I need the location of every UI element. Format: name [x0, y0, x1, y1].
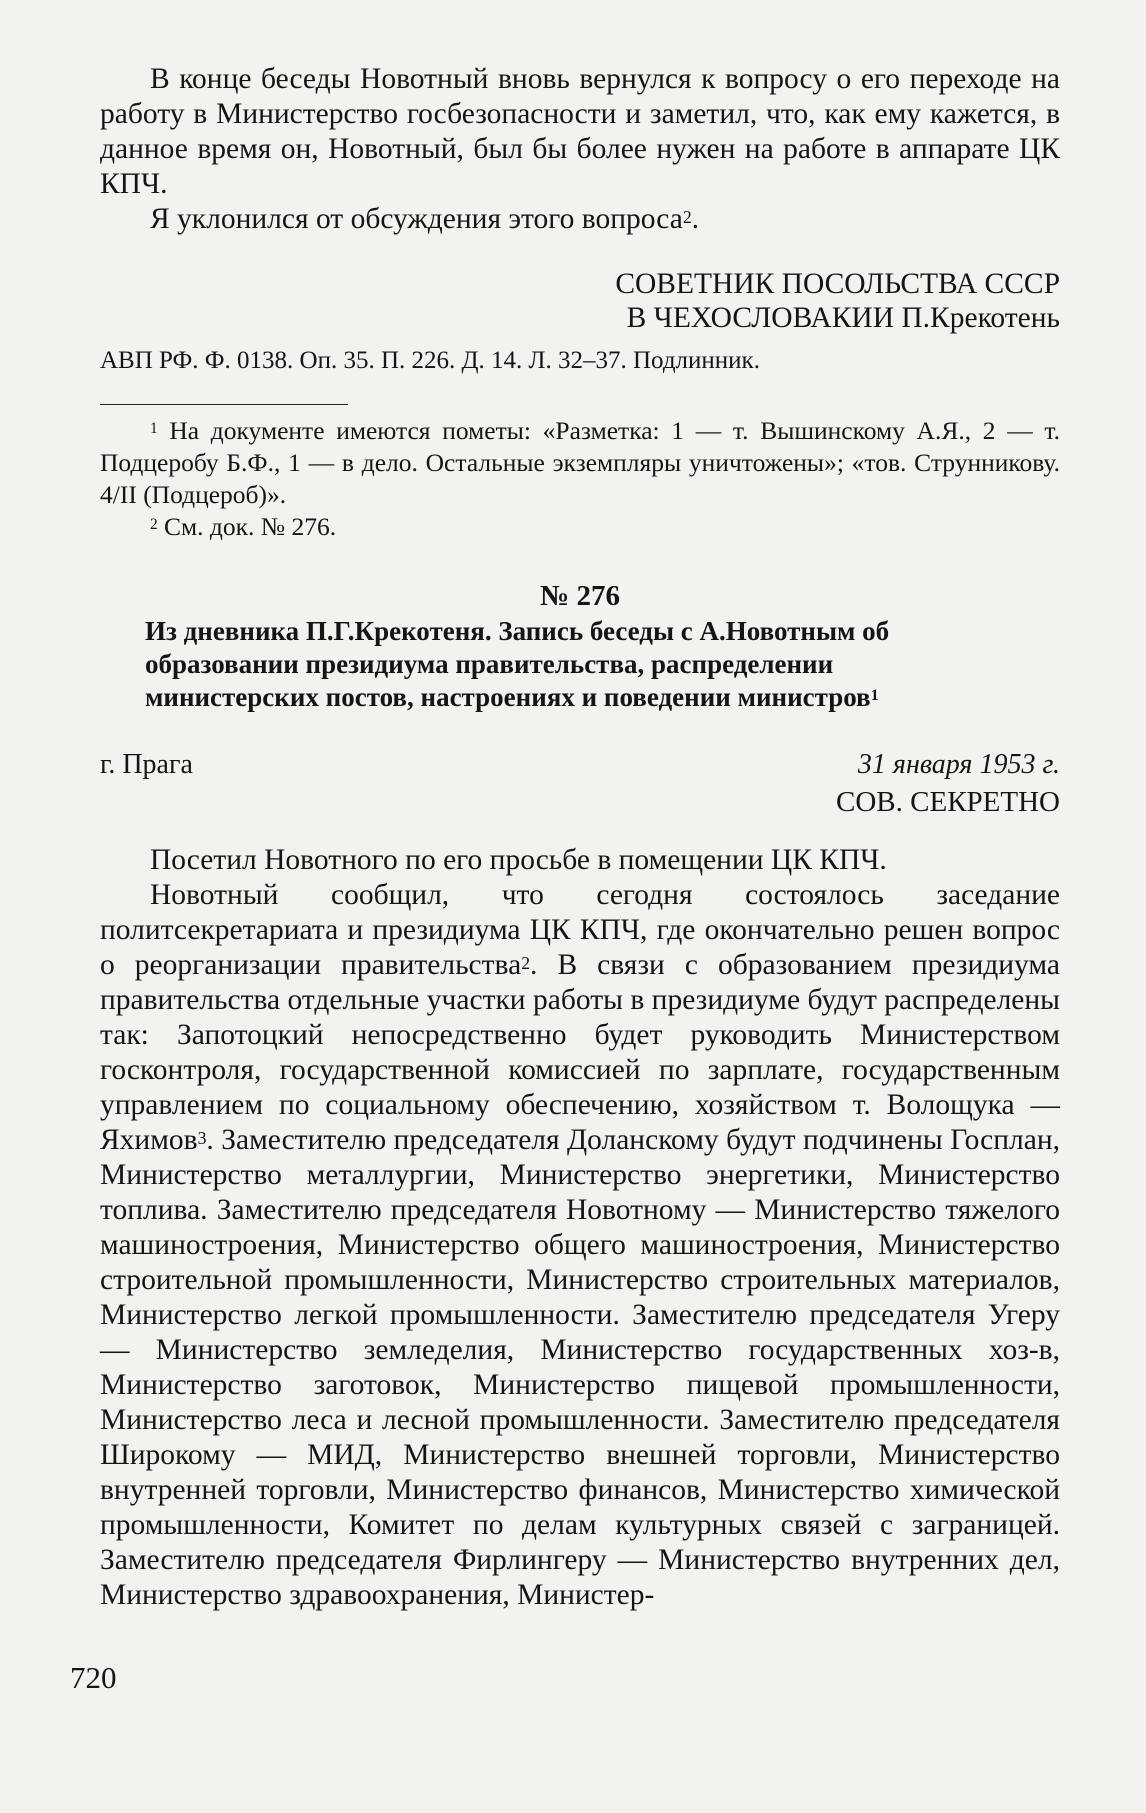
document-title-mark: 1 — [870, 686, 879, 704]
place-date-row — [100, 748, 1060, 782]
signature-line-2: В ЧЕХОСЛОВАКИИ П.Крекотень — [626, 302, 1060, 334]
footnote-1 — [100, 415, 1060, 511]
footnote-1-text: На документе имеются пометы: «Разметка: 1 — т. Вышинскому А.Я., 2 — т. Подцеробу Б.Ф., 1 — в дело. Остальные экземпляры уничтожены»; «тов. Струнникову. 4/II (Подцероб)». — [100, 416, 1061, 509]
document-title-text: Из дневника П.Г.Крекотеня. Запись беседы с А.Новотным об образовании президиума правительства, распределении министерских постов, настроениях и поведении министров — [145, 616, 890, 712]
paragraph-declined-text: Я уклонился от обсуждения этого вопроса — [150, 203, 683, 235]
footnote-2-mark: 2 — [150, 516, 158, 533]
page-number: 720 — [70, 1660, 117, 1695]
footnote-2 — [100, 511, 1060, 543]
signature-line-1: СОВЕТНИК ПОСОЛЬСТВА СССР — [615, 268, 1060, 300]
body-footnote-mark-3: 3 — [197, 1128, 207, 1148]
footnote-divider — [100, 404, 348, 405]
document-number: № 276 — [540, 580, 620, 612]
footnote-2-text: См. док. № 276. — [164, 512, 337, 541]
paragraph-conclusion: В конце беседы Новотный вновь вернулся к вопросу о его переходе на работу в Министерство госбезопасности и заметил, что, как ему кажется, в данное время он, Новотный, был бы более нужен на работе в аппарате ЦК КПЧ. — [100, 63, 1060, 200]
archive-reference: АВП РФ. Ф. 0138. Оп. 35. П. 226. Д. 14. Л. 32–37. Подлинник. — [100, 347, 760, 374]
document-title — [145, 615, 1002, 714]
document-place: г. Прага — [100, 749, 193, 780]
body-paragraph-2-part-c: . Заместителю председателя Доланскому будут подчинены Госплан, Министерство металлургии, Министерство энергетики, Министерство топлива. Заместителю председателя Новотному — Министерство тяжелого машиностроения, Министерство общего машиностроения, Министерство строительной промышленности, Министерство строительных материалов, Министерство легкой промышленности. Заместителю председателя Угеру — Министерство земледелия, Министерство государственных хоз-в, Министерство заготовок, Министерство пищевой промышленности, Министерство леса и лесной промышленности. Заместителю председателя Широкому — МИД, Министерство внешней торговли, Министерство внутренней торговли, Министерство финансов, Министерство химической промышленности, Комитет по делам культурных связей с заграницей. Заместителю председателя Фирлингеру — Министерство внутренних дел, Министерство здравоохранения, Министер- — [100, 1124, 1060, 1611]
document-date: 31 января 1953 г. — [857, 749, 1060, 780]
body-paragraph-2 — [100, 878, 1060, 1613]
body-footnote-mark-2: 2 — [521, 953, 531, 973]
footnote-1-mark: 1 — [150, 420, 158, 437]
footnote-mark: 2 — [682, 207, 692, 227]
body-paragraph-1: Посетил Новотного по его просьбе в помещении ЦК КПЧ. — [150, 844, 887, 876]
classification-stamp: СОВ. СЕКРЕТНО — [836, 786, 1060, 818]
paragraph-declined: Я уклонился от обсуждения этого вопроса$^2$. — [150, 203, 700, 235]
page-content — [100, 62, 1060, 1613]
body-paragraph-2-part-a: Новотный сообщил, что сегодня состоялось заседание политсекретариата и президиума ЦК КПЧ, где окончательно решен вопрос о реорганизации правительства — [100, 879, 1060, 981]
body-paragraph-2-part-b: . В связи с образованием президиума правительства отдельные участки работы в президиуме будут распределены так: Запотоцкий непосредственно будет руководить Министерством госконтроля, государственной комиссией по зарплате, государственным управлением по социальному обеспечению, хозяйством т. Волощука — Яхимов — [100, 949, 1060, 1156]
